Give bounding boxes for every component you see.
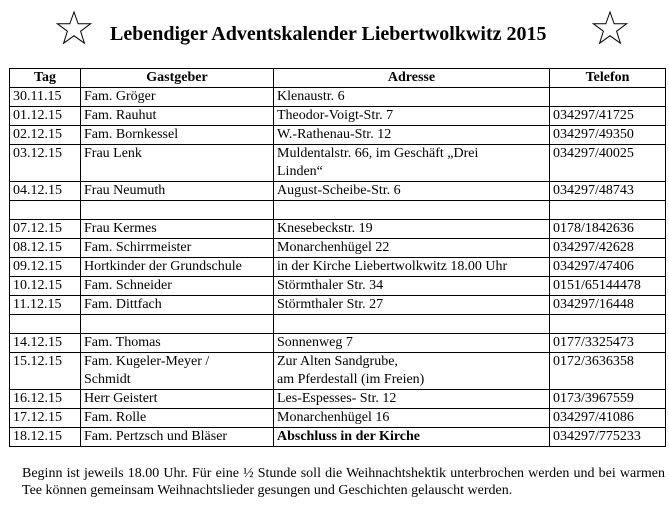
cell-host-line: Fam. Bornkessel — [84, 127, 179, 142]
table-row — [10, 390, 666, 409]
cell-tag: 14.12.15 — [10, 334, 81, 353]
table-row — [10, 334, 666, 353]
cell-tag — [10, 201, 81, 220]
cell-address-line: Störmthaler Str. 27 — [277, 297, 384, 312]
cell-address — [274, 88, 550, 107]
cell-address-line: Knesebeckstr. 19 — [277, 221, 373, 236]
table-header-row — [10, 69, 666, 88]
cell-host — [81, 107, 274, 126]
star-icon — [592, 10, 628, 46]
cell-address — [274, 126, 550, 145]
cell-tag: 11.12.15 — [10, 296, 81, 315]
cell-host-line: Fam. Thomas — [84, 335, 161, 350]
cell-host — [81, 88, 274, 107]
cell-host — [81, 353, 274, 390]
cell-phone: 0172/3636358 — [550, 353, 666, 390]
table-row — [10, 145, 666, 182]
cell-host-line: Fam. Dittfach — [84, 297, 162, 312]
cell-host-line: Fam. Gröger — [84, 89, 156, 104]
cell-phone: 034297/41725 — [550, 107, 666, 126]
table-row — [10, 107, 666, 126]
cell-address-line: in der Kirche Liebertwolkwitz 18.00 Uhr — [277, 259, 508, 274]
cell-phone — [550, 315, 666, 334]
cell-address — [274, 334, 550, 353]
footer-note: Beginn ist jeweils 18.00 Uhr. Für eine ½ Stunde soll die Weihnachtshektik unterbrochen werden und bei warmen Tee können gemeinsam Weihnachtslieder gesungen und Geschichten gelauscht werden. — [22, 466, 665, 498]
cell-tag: 10.12.15 — [10, 277, 81, 296]
cell-phone — [550, 88, 666, 107]
table-row — [10, 277, 666, 296]
cell-host — [81, 409, 274, 428]
cell-address — [274, 182, 550, 201]
cell-host — [81, 315, 274, 334]
cell-host — [81, 334, 274, 353]
cell-phone: 034297/775233 — [550, 428, 666, 447]
cell-address-line: Monarchenhügel 22 — [277, 240, 390, 255]
page-title: Lebendiger Adventskalender Liebertwolkwitz 2015 — [110, 23, 547, 45]
cell-host — [81, 277, 274, 296]
table-row — [10, 201, 666, 220]
cell-address-line: Monarchenhügel 16 — [277, 410, 390, 425]
cell-address-line: Theodor-Voigt-Str. 7 — [277, 108, 394, 123]
cell-address — [274, 315, 550, 334]
cell-host — [81, 126, 274, 145]
cell-host-line: Schmidt — [84, 372, 131, 387]
table-row — [10, 353, 666, 390]
cell-host-line: Frau Neumuth — [84, 183, 166, 198]
star-icon — [56, 10, 92, 46]
cell-address-line: August-Scheibe-Str. 6 — [277, 183, 401, 198]
cell-address — [274, 353, 550, 390]
cell-host-line: Fam. Pertzsch und Bläser — [84, 429, 228, 444]
cell-tag: 18.12.15 — [10, 428, 81, 447]
column-header-phone: Telefon — [550, 69, 666, 88]
table-row — [10, 258, 666, 277]
cell-tag: 16.12.15 — [10, 390, 81, 409]
cell-address — [274, 277, 550, 296]
cell-address — [274, 201, 550, 220]
cell-host — [81, 390, 274, 409]
cell-address — [274, 409, 550, 428]
table-row — [10, 315, 666, 334]
table-row — [10, 126, 666, 145]
cell-tag: 03.12.15 — [10, 145, 81, 182]
cell-host-line: Fam. Rolle — [84, 410, 147, 425]
table-row — [10, 409, 666, 428]
cell-address — [274, 428, 550, 447]
cell-host — [81, 182, 274, 201]
cell-address-line: W.-Rathenau-Str. 12 — [277, 127, 392, 142]
table-row — [10, 296, 666, 315]
cell-host-line: Frau Kermes — [84, 221, 157, 236]
cell-tag: 17.12.15 — [10, 409, 81, 428]
cell-phone: 034297/40025 — [550, 145, 666, 182]
cell-address — [274, 107, 550, 126]
cell-tag — [10, 315, 81, 334]
cell-phone: 0151/65144478 — [550, 277, 666, 296]
table-row — [10, 88, 666, 107]
cell-tag: 01.12.15 — [10, 107, 81, 126]
cell-phone: 0177/3325473 — [550, 334, 666, 353]
cell-address-line: Klenaustr. 6 — [277, 89, 345, 104]
calendar-table — [9, 68, 666, 447]
column-header-host: Gastgeber — [81, 69, 274, 88]
cell-address-line: Abschluss in der Kirche — [277, 429, 421, 444]
cell-host-line: Hortkinder der Grundschule — [84, 259, 242, 274]
cell-tag: 04.12.15 — [10, 182, 81, 201]
cell-address — [274, 296, 550, 315]
cell-address-line: Zur Alten Sandgrube, — [277, 354, 398, 369]
cell-address-line: Muldentalstr. 66, im Geschäft „Drei — [277, 146, 479, 161]
cell-address — [274, 239, 550, 258]
cell-host — [81, 145, 274, 182]
cell-tag: 02.12.15 — [10, 126, 81, 145]
cell-phone: 034297/47406 — [550, 258, 666, 277]
table-row — [10, 428, 666, 447]
cell-address-line: am Pferdestall (im Freien) — [277, 372, 425, 387]
cell-host — [81, 258, 274, 277]
column-header-tag: Tag — [10, 69, 81, 88]
cell-address-line: Störmthaler Str. 34 — [277, 278, 384, 293]
cell-host — [81, 201, 274, 220]
cell-phone — [550, 201, 666, 220]
cell-tag: 07.12.15 — [10, 220, 81, 239]
cell-host-line: Herr Geistert — [84, 391, 158, 406]
cell-host-line: Fam. Rauhut — [84, 108, 157, 123]
cell-phone: 034297/48743 — [550, 182, 666, 201]
cell-host-line: Frau Lenk — [84, 146, 142, 161]
cell-tag: 09.12.15 — [10, 258, 81, 277]
cell-phone: 034297/49350 — [550, 126, 666, 145]
cell-address — [274, 390, 550, 409]
cell-address — [274, 220, 550, 239]
table-row — [10, 182, 666, 201]
cell-phone: 0178/1842636 — [550, 220, 666, 239]
cell-host — [81, 239, 274, 258]
table-row — [10, 220, 666, 239]
column-header-address: Adresse — [274, 69, 550, 88]
cell-host — [81, 220, 274, 239]
cell-host-line: Fam. Schneider — [84, 278, 172, 293]
cell-address-line: Linden“ — [277, 164, 323, 179]
cell-address-line: Sonnenweg 7 — [277, 335, 353, 350]
cell-host-line: Fam. Kugeler-Meyer / — [84, 354, 210, 369]
cell-phone: 034297/16448 — [550, 296, 666, 315]
cell-host — [81, 296, 274, 315]
cell-tag: 15.12.15 — [10, 353, 81, 390]
title-row — [0, 10, 669, 50]
cell-phone: 034297/42628 — [550, 239, 666, 258]
cell-address — [274, 258, 550, 277]
cell-host — [81, 428, 274, 447]
cell-phone: 034297/41086 — [550, 409, 666, 428]
table-row — [10, 239, 666, 258]
cell-tag: 30.11.15 — [10, 88, 81, 107]
cell-address-line: Les-Espesses- Str. 12 — [277, 391, 397, 406]
cell-address — [274, 145, 550, 182]
cell-tag: 08.12.15 — [10, 239, 81, 258]
table-body — [10, 88, 666, 447]
cell-host-line: Fam. Schirrmeister — [84, 240, 192, 255]
cell-phone: 0173/3967559 — [550, 390, 666, 409]
